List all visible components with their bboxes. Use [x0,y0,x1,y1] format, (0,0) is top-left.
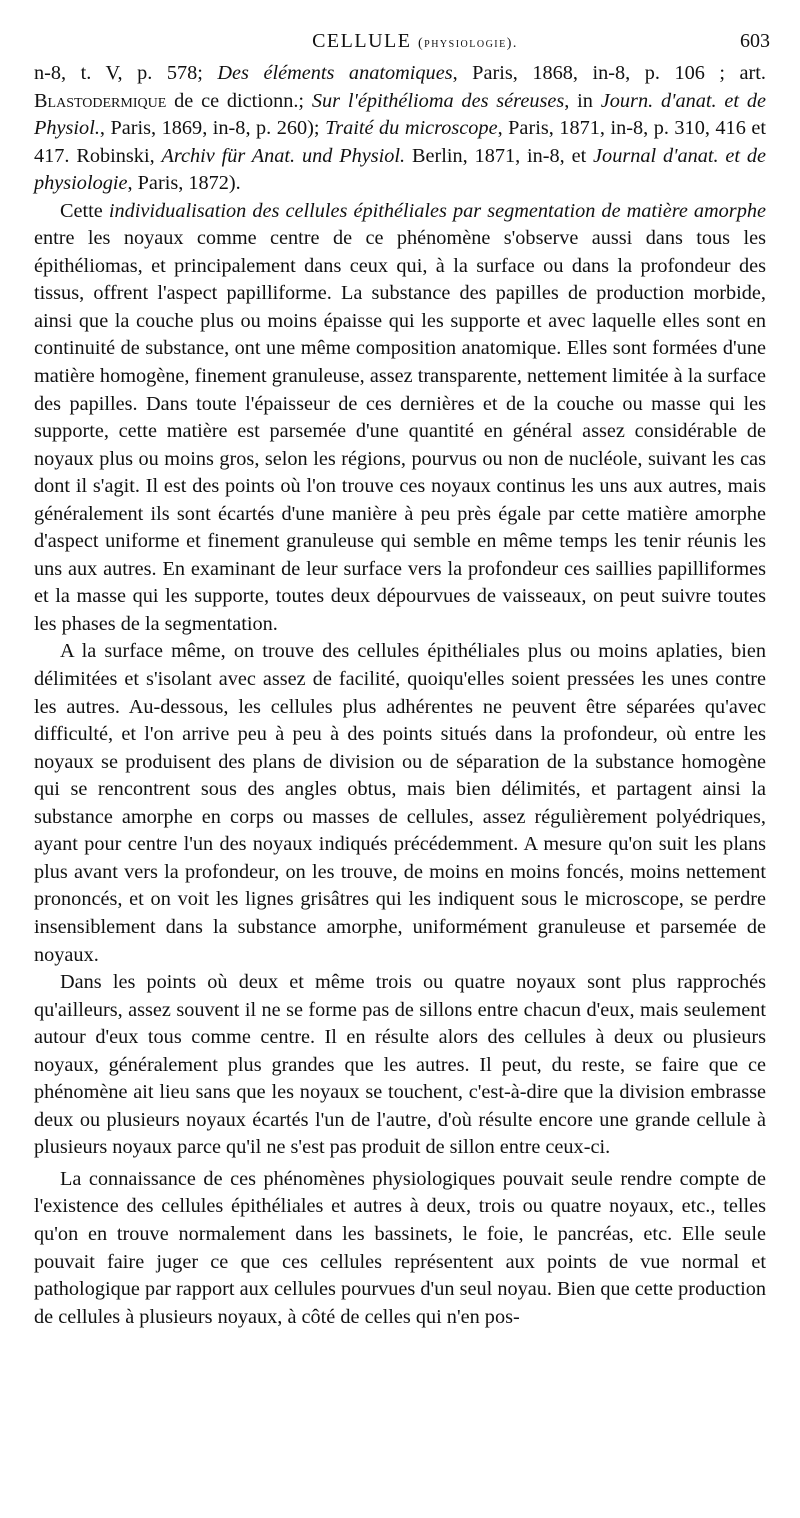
bib-text: , Paris, 1868, in-8, p. 106 ; art. [452,62,767,84]
bib-article-name: Blastodermique [34,89,167,112]
bib-text: , Paris, 1869, in-8, p. 260); [99,117,326,140]
running-title [60,30,770,53]
paragraph-multinucleate: Dans les points où deux et même trois ou quatre noyaux sont plus rapprochés qu'ailleurs, assez souvent il ne se forme pas de sillons entre chacun d'eux, mais seulement autour d'eux tous comme centre. Il en résulte alors des cellules à deux ou plusieurs noyaux, généralement plus grandes que les autres. Il peut, du reste, se faire que ce phénomène ait lieu sans que les noyaux se touchent, c'est-à-dire que la division embrasse deux ou plusieurs noyaux écartés l'un de l'autre, d'où résulte encore une grande cellule à plusieurs noyaux parce qu'il ne s'est pas produit de sillon entre ceux-ci. [34,971,766,1159]
paragraph-surface-cells: A la surface même, on trouve des cellules épithéliales plus ou moins aplaties, bien délimitées et s'isolant avec assez de facilité, quoiqu'elles soient pressées les unes contre les autres. Au-dessous, les cellules plus adhérentes ne peuvent être séparées qu'avec difficulté, et l'on arrive peu à peu à des points situés dans la profondeur, où entre les noyaux se produisent des plans de division ou de séparation de la substance homogène qui se rencontrent sous des angles obtus, mais bien délimités, et partagent ainsi la substance amorphe en corps ou masses de cellules, assez régulièrement polyédriques, ayant pour centre l'un des noyaux indiqués précédemment. A mesure qu'on suit les plans plus avant vers la profondeur, on les trouve, de moins en moins foncés, moins nettement prononcés, et on voit les lignes grisâtres qui les indiquent sous le microscope, se perdre insensiblement dans la substance amorphe, uniformément granuleuse et parsemée de noyaux. [34,640,766,966]
page-body [34,60,766,1331]
bib-work-title: Traité du microscope [325,117,498,140]
running-title-main: CELLULE [312,30,412,52]
page-header [60,26,770,56]
paragraph-knowledge: La connaissance de ces phénomènes physiologiques pouvait seule rendre compte de l'existence des cellules épithéliales et autres à deux, trois ou quatre noyaux, etc., telles qu'on en trouve normalement dans les bassinets, le foie, le pancréas, etc. Elle seule pouvait faire juger ce que ces cellules représentent aux points de vue normal et pathologique par rapport aux cellules pourvues d'un seul noyau. Bien que cette production de cellules à plusieurs noyaux, à côté de celles qui n'en pos- [34,1167,766,1328]
bib-text: , Paris, 1871, in-8, p. 310, 416 et 417. Robinski, [34,117,766,167]
bib-text: n-8, t. V, p. 578; [34,62,218,84]
bib-text: de ce dictionn.; [166,89,312,112]
running-title-subtitle: (physiologie). [417,36,518,51]
paragraph-text: entre les noyaux comme centre de ce phénomène s'observe aussi dans tous les épithéliomas, et principalement dans ceux qui, à la surface ou dans la profondeur des tissus, offrent l'aspect papilliforme. La substance des papilles de production morbide, ainsi que la couche plus ou moins épaisse qui les supporte et avec laquelle elles sont en continuité de substance, ont une même composition anatomique. Elles sont formées d'une matière homogène, finement granuleuse, assez transparente, nettement limitée à la surface des papilles. Dans toute l'épaisseur de ces dernières et de la couche ou masse qui les supporte, cette matière est parsemée d'une quantité en général assez considérable de noyaux plus ou moins gros, selon les régions, pourvus ou non de nucléole, suivant les cas dont il s'agit. Il est des points où l'on trouve ces noyaux continus les uns aux autres, mais généralement ils sont écartés d'une manière à peu près égale par cette matière amorphe d'aspect uniforme et finement granuleuse qui semble en même temps les tenir réunis les uns aux autres. En examinant de leur surface vers la profondeur ces saillies papilliformes et la masse qui les supporte, toutes deux dépourvues de vaisseaux, on peut suivre toutes les phases de la segmentation. [34,227,766,635]
bib-journal-title: Journ. d'anat. et de Physiol. [34,89,767,140]
bib-journal-title: Archiv für Anat. und Physiol. [161,144,406,167]
bib-journal-title: Journal d'anat. et de physiologie [34,144,767,195]
bib-text: , Paris, 1872). [127,172,241,195]
paragraph-emphasis: individualisation des cellules épithéliales par segmentation de matière amorphe [108,199,766,222]
paragraph-segmentation [34,198,766,639]
page-number: 603 [740,30,770,52]
bib-text: , in [564,89,601,112]
bibliography-continuation [34,60,766,198]
paragraph-lead: Cette [60,199,109,222]
bib-work-title: Des éléments anatomiques [217,62,453,84]
bib-work-title: Sur l'épithélioma des séreuses [311,89,565,112]
bib-text: Berlin, 1871, in-8, et [405,144,594,167]
